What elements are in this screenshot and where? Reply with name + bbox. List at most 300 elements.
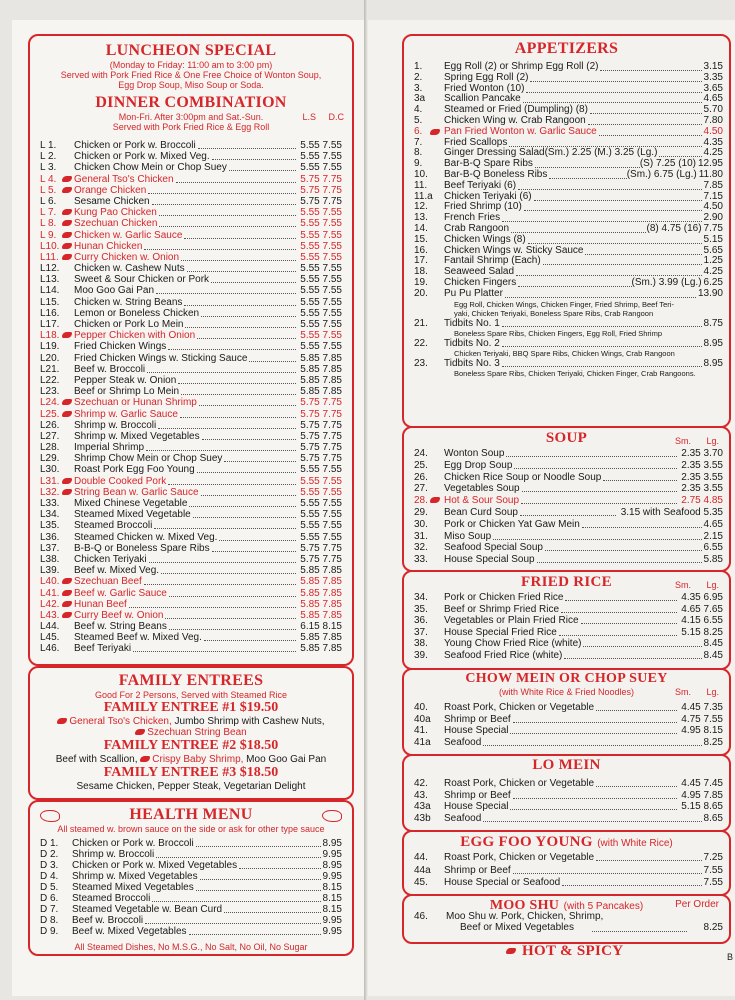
- dot-leader: [506, 448, 676, 457]
- dot-leader: [184, 297, 295, 306]
- dot-leader: [145, 915, 320, 924]
- soup-row-number: 32.: [414, 542, 428, 554]
- dot-leader: [582, 519, 702, 528]
- appetizer-row: [414, 127, 723, 138]
- dinner-item-name: Shrimp Chow Mein or Chop Suey: [74, 453, 223, 465]
- dinner-row: [40, 610, 342, 621]
- dot-leader: [156, 285, 296, 294]
- egg-foo-young-name: Roast Pork, Chicken or Vegetable: [444, 852, 595, 863]
- dinner-row: [40, 386, 342, 397]
- pupu-desc-2: yaki, Chicken Teriyaki, Boneless Spare Ribs, Crab Rangoon: [454, 308, 654, 318]
- dinner-item-number: L13.: [40, 274, 60, 286]
- dot-leader: [152, 196, 296, 205]
- chow-mein-row-price: 4.75 7.55: [681, 713, 723, 725]
- chow-mein-row: [414, 702, 723, 714]
- dinner-item-number: L37.: [40, 542, 60, 554]
- luncheon-desc-1: Served with Pork Fried Rice & One Free Choice of Wonton Soup,: [60, 70, 322, 80]
- dinner-item-name: Pepper Steak w. Onion: [74, 374, 177, 386]
- dot-leader: [199, 397, 296, 406]
- pepper-icon: [430, 129, 440, 135]
- dinner-item-number: L12.: [40, 263, 60, 275]
- dinner-item-name: Beef w. Mixed Veg.: [74, 565, 160, 577]
- dot-leader: [224, 453, 295, 462]
- chow-mein-col-sm: Sm.: [674, 687, 691, 697]
- dinner-item-prices: 5.75 7.75: [300, 419, 342, 431]
- dinner-row: [40, 252, 342, 263]
- appetizer-price: 4.50: [703, 125, 723, 137]
- dot-leader: [168, 341, 295, 350]
- family-entree-2-desc-a: Beef with Scallion,: [55, 754, 138, 765]
- pepper-icon: [62, 232, 72, 238]
- egg-foo-young-title: EGG FOO YOUNG: [460, 834, 593, 850]
- appetizer-row: [414, 181, 723, 192]
- health-item-price: 9.95: [322, 915, 342, 926]
- egg-foo-young-row: [414, 852, 723, 865]
- health-item-price: 8.95: [322, 838, 342, 849]
- appetizer-name: Bar-B-Q Spare Ribs: [444, 158, 533, 170]
- dot-leader: [510, 725, 676, 734]
- soup-row-number: 28.: [414, 495, 428, 507]
- appetizer-name: Steamed or Fried (Dumpling) (8): [444, 104, 588, 116]
- dinner-item-prices: 5.75 7.75: [300, 397, 342, 409]
- chow-mein-row-name: Shrimp or Beef: [444, 713, 511, 725]
- dinner-row: [40, 174, 342, 185]
- health-item-number: D 7.: [40, 904, 59, 915]
- dot-leader: [169, 588, 296, 597]
- tidbits-number: 22.: [414, 337, 428, 349]
- dot-leader: [147, 364, 295, 373]
- dinner-item-prices: 5.55 7.55: [300, 464, 342, 476]
- lo-mein-title: LO MEIN: [532, 757, 601, 773]
- soup-row-price: 2.15: [703, 530, 723, 542]
- appetizer-name: Fried Shrimp (10): [444, 201, 522, 213]
- lo-mein-row: [414, 801, 723, 813]
- health-item-number: D 8.: [40, 915, 59, 926]
- dinner-item-number: L 1.: [40, 140, 57, 151]
- fried-rice-row-price: 8.45: [703, 638, 723, 650]
- appetizer-number: 5.: [414, 114, 423, 126]
- moo-shu-per-order: Per Order: [675, 899, 719, 910]
- chow-mein-row-price: 4.45 7.35: [681, 702, 723, 713]
- health-item-name: Steamed Vegetable w. Bean Curd: [72, 904, 223, 915]
- egg-foo-young-price: 7.55: [703, 877, 723, 888]
- soup-row-name: House Special Soup: [444, 554, 535, 566]
- tidbits-desc: Boneless Spare Ribs, Chicken Teriyaki, Chicken Finger, Crab Rangoons.: [454, 368, 696, 378]
- dinner-item-number: L 8.: [40, 218, 57, 230]
- appetizer-price: 7.80: [703, 114, 723, 126]
- fried-rice-row-price: 4.65 7.65: [681, 603, 723, 615]
- dot-leader: [196, 838, 321, 847]
- col-header-dc: D.C: [328, 112, 344, 122]
- soup-row-price: 2.35 3.55: [681, 459, 723, 471]
- health-item-number: D 4.: [40, 871, 59, 882]
- lo-mein-row: [414, 778, 723, 790]
- dinner-item-number: L 5.: [40, 184, 57, 196]
- soup-col-lg: Lg.: [706, 436, 719, 446]
- dinner-item-name: Steamed Mixed Vegetable: [74, 509, 191, 521]
- dot-leader: [159, 218, 295, 227]
- shrimp-icon: [40, 810, 60, 822]
- fried-rice-row-name: Young Chow Fried Rice (white): [444, 638, 582, 650]
- appetizer-price: 3.15: [703, 61, 723, 72]
- pepper-icon: [57, 718, 67, 724]
- dot-leader: [561, 604, 677, 613]
- moo-shu-line-1: Moo Shu w. Pork, Chicken, Shrimp,: [446, 911, 604, 922]
- dinner-item-prices: 5.55 7.55: [300, 274, 342, 286]
- family-entree-3-desc: Sesame Chicken, Pepper Steak, Vegetarian Delight: [76, 781, 306, 792]
- dinner-row: [40, 621, 342, 632]
- pepper-icon: [62, 590, 72, 596]
- dinner-row: [40, 453, 342, 464]
- egg-foo-young-list: [414, 852, 723, 890]
- soup-row-name: Bean Curd Soup: [444, 506, 518, 518]
- health-item-price: 9.95: [322, 926, 342, 937]
- dinner-item-number: L31.: [40, 475, 60, 487]
- dot-leader: [543, 256, 702, 265]
- tidbits-desc: Chicken Teriyaki, BBQ Spare Ribs, Chicken Wings, Crab Rangoon: [454, 348, 675, 358]
- appetizer-price: 3.65: [703, 82, 723, 94]
- dinner-item-name: Szechuan or Hunan Shrimp: [74, 397, 197, 409]
- dinner-row: [40, 319, 342, 330]
- dot-leader: [537, 554, 702, 563]
- appetizer-price: 11.80: [698, 168, 723, 180]
- dinner-item-number: L34.: [40, 509, 60, 521]
- appetizer-name: Chicken Fingers: [444, 276, 517, 288]
- dinner-item-name: Chicken or Pork w. Broccoli: [74, 140, 196, 151]
- lo-mein-row-price: 4.45 7.45: [681, 778, 723, 789]
- egg-foo-young-name: House Special or Seafood: [444, 877, 561, 888]
- dinner-hours: Mon-Fri. After 3:00pm and Sat.-Sun.: [118, 112, 264, 122]
- pepper-icon: [506, 948, 516, 954]
- appetizer-size-prices: (Sm.) 3.99 (Lg.): [631, 276, 702, 288]
- dot-leader: [530, 73, 701, 82]
- soup-row-number: 31.: [414, 530, 428, 542]
- dot-leader: [197, 330, 295, 339]
- fried-rice-col-lg: Lg.: [706, 580, 719, 590]
- dinner-item-number: L41.: [40, 587, 60, 599]
- health-row: [40, 904, 342, 915]
- dinner-item-name: Curry Chicken w. Onion: [74, 251, 180, 263]
- family-entree-1: FAMILY ENTREE #1 $19.50: [103, 700, 279, 715]
- dot-leader: [144, 241, 295, 250]
- health-item-price: 8.15: [322, 882, 342, 893]
- dot-leader: [185, 319, 295, 328]
- appetizer-number: 13.: [414, 212, 428, 224]
- dinner-item-number: L21.: [40, 363, 60, 375]
- dinner-item-number: L19.: [40, 341, 60, 353]
- dinner-item-name: Double Cooked Pork: [74, 475, 167, 487]
- soup-title: SOUP: [545, 430, 588, 446]
- pepper-icon: [62, 612, 72, 618]
- lo-mein-box: [402, 754, 731, 832]
- soup-row-name: Chicken Rice Soup or Noodle Soup: [444, 471, 602, 483]
- appetizer-number: 18.: [414, 266, 428, 278]
- tidbits-price: 8.95: [703, 357, 723, 369]
- chow-mein-row-name: Seafood: [444, 736, 482, 748]
- dot-leader: [169, 621, 296, 630]
- health-list: [40, 838, 342, 937]
- fried-rice-row-name: Seafood Fried Rice (white): [444, 649, 563, 661]
- dot-leader: [193, 509, 296, 518]
- pepper-icon: [62, 601, 72, 607]
- appetizer-price: 4.25: [703, 147, 723, 159]
- dinner-item-number: L14.: [40, 285, 60, 297]
- dinner-item-number: L22.: [40, 374, 60, 386]
- dot-leader: [158, 420, 295, 429]
- dinner-item-name: Hunan Beef: [74, 598, 127, 610]
- appetizer-number: 4.: [414, 104, 423, 116]
- dot-leader: [152, 893, 320, 902]
- soup-row-name: Hot & Sour Soup: [444, 495, 520, 507]
- dot-leader: [502, 358, 702, 367]
- dinner-item-name: Steamed Chicken w. Mixed Veg.: [74, 531, 218, 543]
- soup-row-price: 3.15 with Seafood 5.35: [620, 506, 723, 518]
- dinner-item-prices: 5.55 7.55: [300, 509, 342, 521]
- pepper-icon: [62, 399, 72, 405]
- dot-leader: [528, 235, 702, 244]
- dinner-item-number: L38.: [40, 553, 60, 565]
- family-entrees-box: [28, 666, 354, 800]
- moo-shu-price: 8.25: [703, 921, 723, 933]
- health-item-price: 9.95: [322, 849, 342, 860]
- health-item-name: Chicken or Pork w. Broccoli: [72, 838, 194, 849]
- appetizer-price: 2.90: [703, 212, 723, 224]
- health-item-name: Steamed Broccoli: [72, 893, 151, 904]
- lo-mein-row-price: 8.65: [703, 812, 723, 824]
- dinner-item-name: Chicken or Pork Lo Mein: [74, 319, 184, 330]
- dot-leader: [229, 162, 296, 171]
- dinner-row: [40, 308, 342, 319]
- appetizer-number: 12.: [414, 201, 428, 213]
- dinner-item-prices: 5.75 7.75: [300, 408, 342, 420]
- appetizer-number: 8.: [414, 147, 423, 159]
- dinner-row: [40, 196, 342, 207]
- appetizer-name: Crab Rangoon: [444, 222, 510, 234]
- health-menu-box: [28, 800, 354, 956]
- tidbits-number: 21.: [414, 317, 428, 329]
- chow-mein-row-name: Roast Pork, Chicken or Vegetable: [444, 702, 595, 713]
- appetizer-name: Chicken Wings (8): [444, 233, 526, 245]
- lo-mein-row-name: Shrimp or Beef: [444, 789, 511, 801]
- egg-foo-young-name: Shrimp or Beef: [444, 864, 511, 876]
- dot-leader: [196, 882, 321, 891]
- dinner-item-prices: 5.55 7.55: [300, 229, 342, 241]
- moo-shu-line-2: Beef or Mixed Vegetables: [460, 921, 574, 933]
- family-entree-1-desc: [30, 716, 352, 727]
- soup-row-name: Egg Drop Soup: [444, 459, 513, 471]
- pepper-icon: [62, 411, 72, 417]
- dot-leader: [596, 852, 701, 861]
- health-row: [40, 915, 342, 926]
- dot-leader: [202, 431, 296, 440]
- dinner-row: [40, 330, 342, 341]
- dot-leader: [588, 116, 702, 125]
- dinner-item-name: Orange Chicken: [74, 184, 147, 196]
- dot-leader: [483, 813, 701, 822]
- dinner-item-number: L24.: [40, 397, 60, 409]
- fried-rice-row-name: Vegetables or Plain Fried Rice: [444, 615, 579, 627]
- dinner-item-prices: 6.15 8.15: [300, 621, 342, 633]
- egg-foo-young-header: [404, 832, 729, 851]
- dinner-item-prices: 5.55 7.55: [300, 251, 342, 263]
- soup-row-name: Seafood Special Soup: [444, 542, 543, 554]
- soup-row-number: 25.: [414, 459, 428, 471]
- dinner-item-number: L 3.: [40, 162, 57, 174]
- dot-leader: [659, 148, 701, 157]
- tidbits-name: Tidbits No. 2: [444, 337, 500, 349]
- dinner-item-number: L15.: [40, 296, 60, 308]
- dinner-row: [40, 140, 342, 151]
- dinner-item-name: Imperial Shrimp: [74, 442, 145, 454]
- tidbits-row: [414, 338, 723, 349]
- luncheon-hours: (Monday to Friday: 11:00 am to 3:00 pm): [109, 60, 273, 70]
- dinner-item-name: Pepper Chicken with Onion: [74, 330, 196, 342]
- dinner-row: [40, 341, 342, 352]
- dot-leader: [505, 289, 696, 298]
- dot-leader: [565, 592, 676, 601]
- appetizer-number: 11.a: [414, 190, 433, 202]
- lo-mein-row: [414, 813, 723, 825]
- dinner-item-prices: 5.85 7.85: [300, 352, 342, 364]
- dinner-item-number: L10.: [40, 240, 60, 252]
- dinner-item-prices: 5.55 7.55: [300, 218, 342, 230]
- pepper-icon: [62, 176, 72, 182]
- dot-leader: [592, 923, 687, 932]
- appetizer-price: 5.15: [703, 233, 723, 245]
- appetizer-price: 4.25: [703, 266, 723, 278]
- dot-leader: [596, 778, 676, 787]
- pepper-icon: [62, 578, 72, 584]
- pepper-icon: [140, 756, 150, 762]
- soup-row-number: 27.: [414, 483, 428, 495]
- dinner-row: [40, 409, 342, 420]
- fried-rice-row-number: 36.: [414, 615, 428, 627]
- dinner-item-prices: 5.85 7.85: [300, 643, 342, 655]
- dot-leader: [545, 542, 702, 551]
- soup-row: [414, 483, 723, 495]
- dot-leader: [204, 632, 296, 641]
- soup-row: [414, 507, 723, 519]
- moo-shu-box: [402, 894, 731, 944]
- health-row: [40, 893, 342, 904]
- moo-shu-sub: (with 5 Pancakes): [563, 901, 644, 912]
- appetizer-name: Pu Pu Platter: [444, 287, 503, 299]
- dinner-row: [40, 297, 342, 308]
- appetizer-name: Fried Wonton (10): [444, 82, 525, 94]
- lo-mein-row-number: 43b: [414, 812, 431, 824]
- appetizer-price: 3.35: [703, 71, 723, 83]
- dot-leader: [513, 790, 677, 799]
- soup-row: [414, 554, 723, 566]
- health-item-name: Shrimp w. Broccoli: [72, 849, 155, 860]
- fried-rice-row: [414, 604, 723, 616]
- dinner-item-prices: 5.55 7.55: [300, 285, 342, 297]
- appetizer-price: 7.75: [703, 222, 723, 234]
- dinner-item-number: L 6.: [40, 195, 57, 207]
- dinner-item-number: L42.: [40, 598, 60, 610]
- lo-mein-row-number: 42.: [414, 778, 428, 789]
- lo-mein-row-number: 43.: [414, 789, 428, 801]
- dot-leader: [603, 472, 676, 481]
- dinner-row: [40, 520, 342, 531]
- dinner-item-name: Chicken w. String Beans: [74, 296, 183, 308]
- dot-leader: [129, 599, 296, 608]
- appetizer-name: Chicken Wing w. Crab Rangoon: [444, 114, 586, 126]
- dinner-item-number: L 2.: [40, 151, 57, 163]
- appetizer-number: 2.: [414, 71, 423, 83]
- dinner-item-name: B-B-Q or Boneless Spare Ribs: [74, 542, 210, 554]
- dot-leader: [483, 737, 701, 746]
- dinner-item-prices: 5.55 7.55: [300, 207, 342, 219]
- dinner-item-prices: 5.85 7.85: [300, 598, 342, 610]
- dinner-item-prices: 5.85 7.85: [300, 565, 342, 577]
- dinner-item-name: Szechuan Chicken: [74, 218, 158, 230]
- dinner-item-prices: 5.75 7.75: [300, 442, 342, 454]
- dinner-item-name: Shrimp w. Broccoli: [74, 419, 157, 431]
- soup-row: [414, 448, 723, 460]
- dot-leader: [590, 105, 702, 114]
- dot-leader: [201, 308, 295, 317]
- dinner-item-prices: 5.85 7.85: [300, 363, 342, 375]
- dot-leader: [559, 627, 677, 636]
- dinner-item-name: Curry Beef w. Onion: [74, 609, 164, 621]
- pepper-icon: [62, 332, 72, 338]
- dinner-item-name: Hunan Chicken: [74, 240, 143, 252]
- fried-rice-title: FRIED RICE: [521, 574, 612, 590]
- dot-leader: [249, 353, 295, 362]
- fried-rice-row: [414, 650, 723, 662]
- dinner-item-prices: 5.55 7.55: [300, 151, 342, 163]
- dot-leader: [211, 274, 295, 283]
- lo-mein-row-name: House Special: [444, 801, 509, 812]
- soup-row: [414, 472, 723, 484]
- dinner-item-number: L17.: [40, 319, 60, 330]
- dinner-row: [40, 274, 342, 285]
- dinner-item-number: L35.: [40, 520, 60, 532]
- appetizer-row: [414, 235, 723, 246]
- chow-mein-row-price: 8.25: [703, 736, 723, 748]
- lo-mein-row-price: 4.95 7.85: [681, 789, 723, 801]
- health-row: [40, 849, 342, 860]
- family-entree-1-desc-a: General Tso's Chicken,: [69, 716, 172, 727]
- family-entree-2: FAMILY ENTREE #2 $18.50: [103, 738, 279, 753]
- dinner-item-number: L25.: [40, 408, 60, 420]
- soup-header: [404, 428, 729, 448]
- health-item-number: D 9.: [40, 926, 59, 937]
- chow-mein-row-number: 40a: [414, 713, 431, 725]
- health-item-name: Steamed Mixed Vegetables: [72, 882, 194, 893]
- tidbits-number: 23.: [414, 357, 428, 369]
- dinner-item-prices: 5.85 7.85: [300, 587, 342, 599]
- appetizer-price: 4.50: [703, 201, 723, 213]
- dinner-row: [40, 353, 342, 364]
- soup-row-price: 4.65: [703, 518, 723, 530]
- chow-mein-row: [414, 737, 723, 749]
- appetizer-number: 14.: [414, 222, 428, 234]
- dinner-item-number: L18.: [40, 330, 60, 342]
- tidbits-row: [414, 318, 723, 329]
- appetizer-name: Spring Egg Roll (2): [444, 71, 529, 83]
- soup-row-price: 2.75 4.85: [681, 495, 723, 507]
- dinner-row: [40, 543, 342, 554]
- fried-rice-header: [404, 572, 729, 592]
- dinner-item-number: L30.: [40, 464, 60, 476]
- dinner-item-name: Sesame Chicken: [74, 195, 150, 207]
- tidbits-name: Tidbits No. 3: [444, 357, 500, 369]
- health-item-name: Shrimp w. Mixed Vegetables: [72, 871, 198, 882]
- soup-row: [414, 495, 723, 507]
- appetizer-number: 20.: [414, 287, 428, 299]
